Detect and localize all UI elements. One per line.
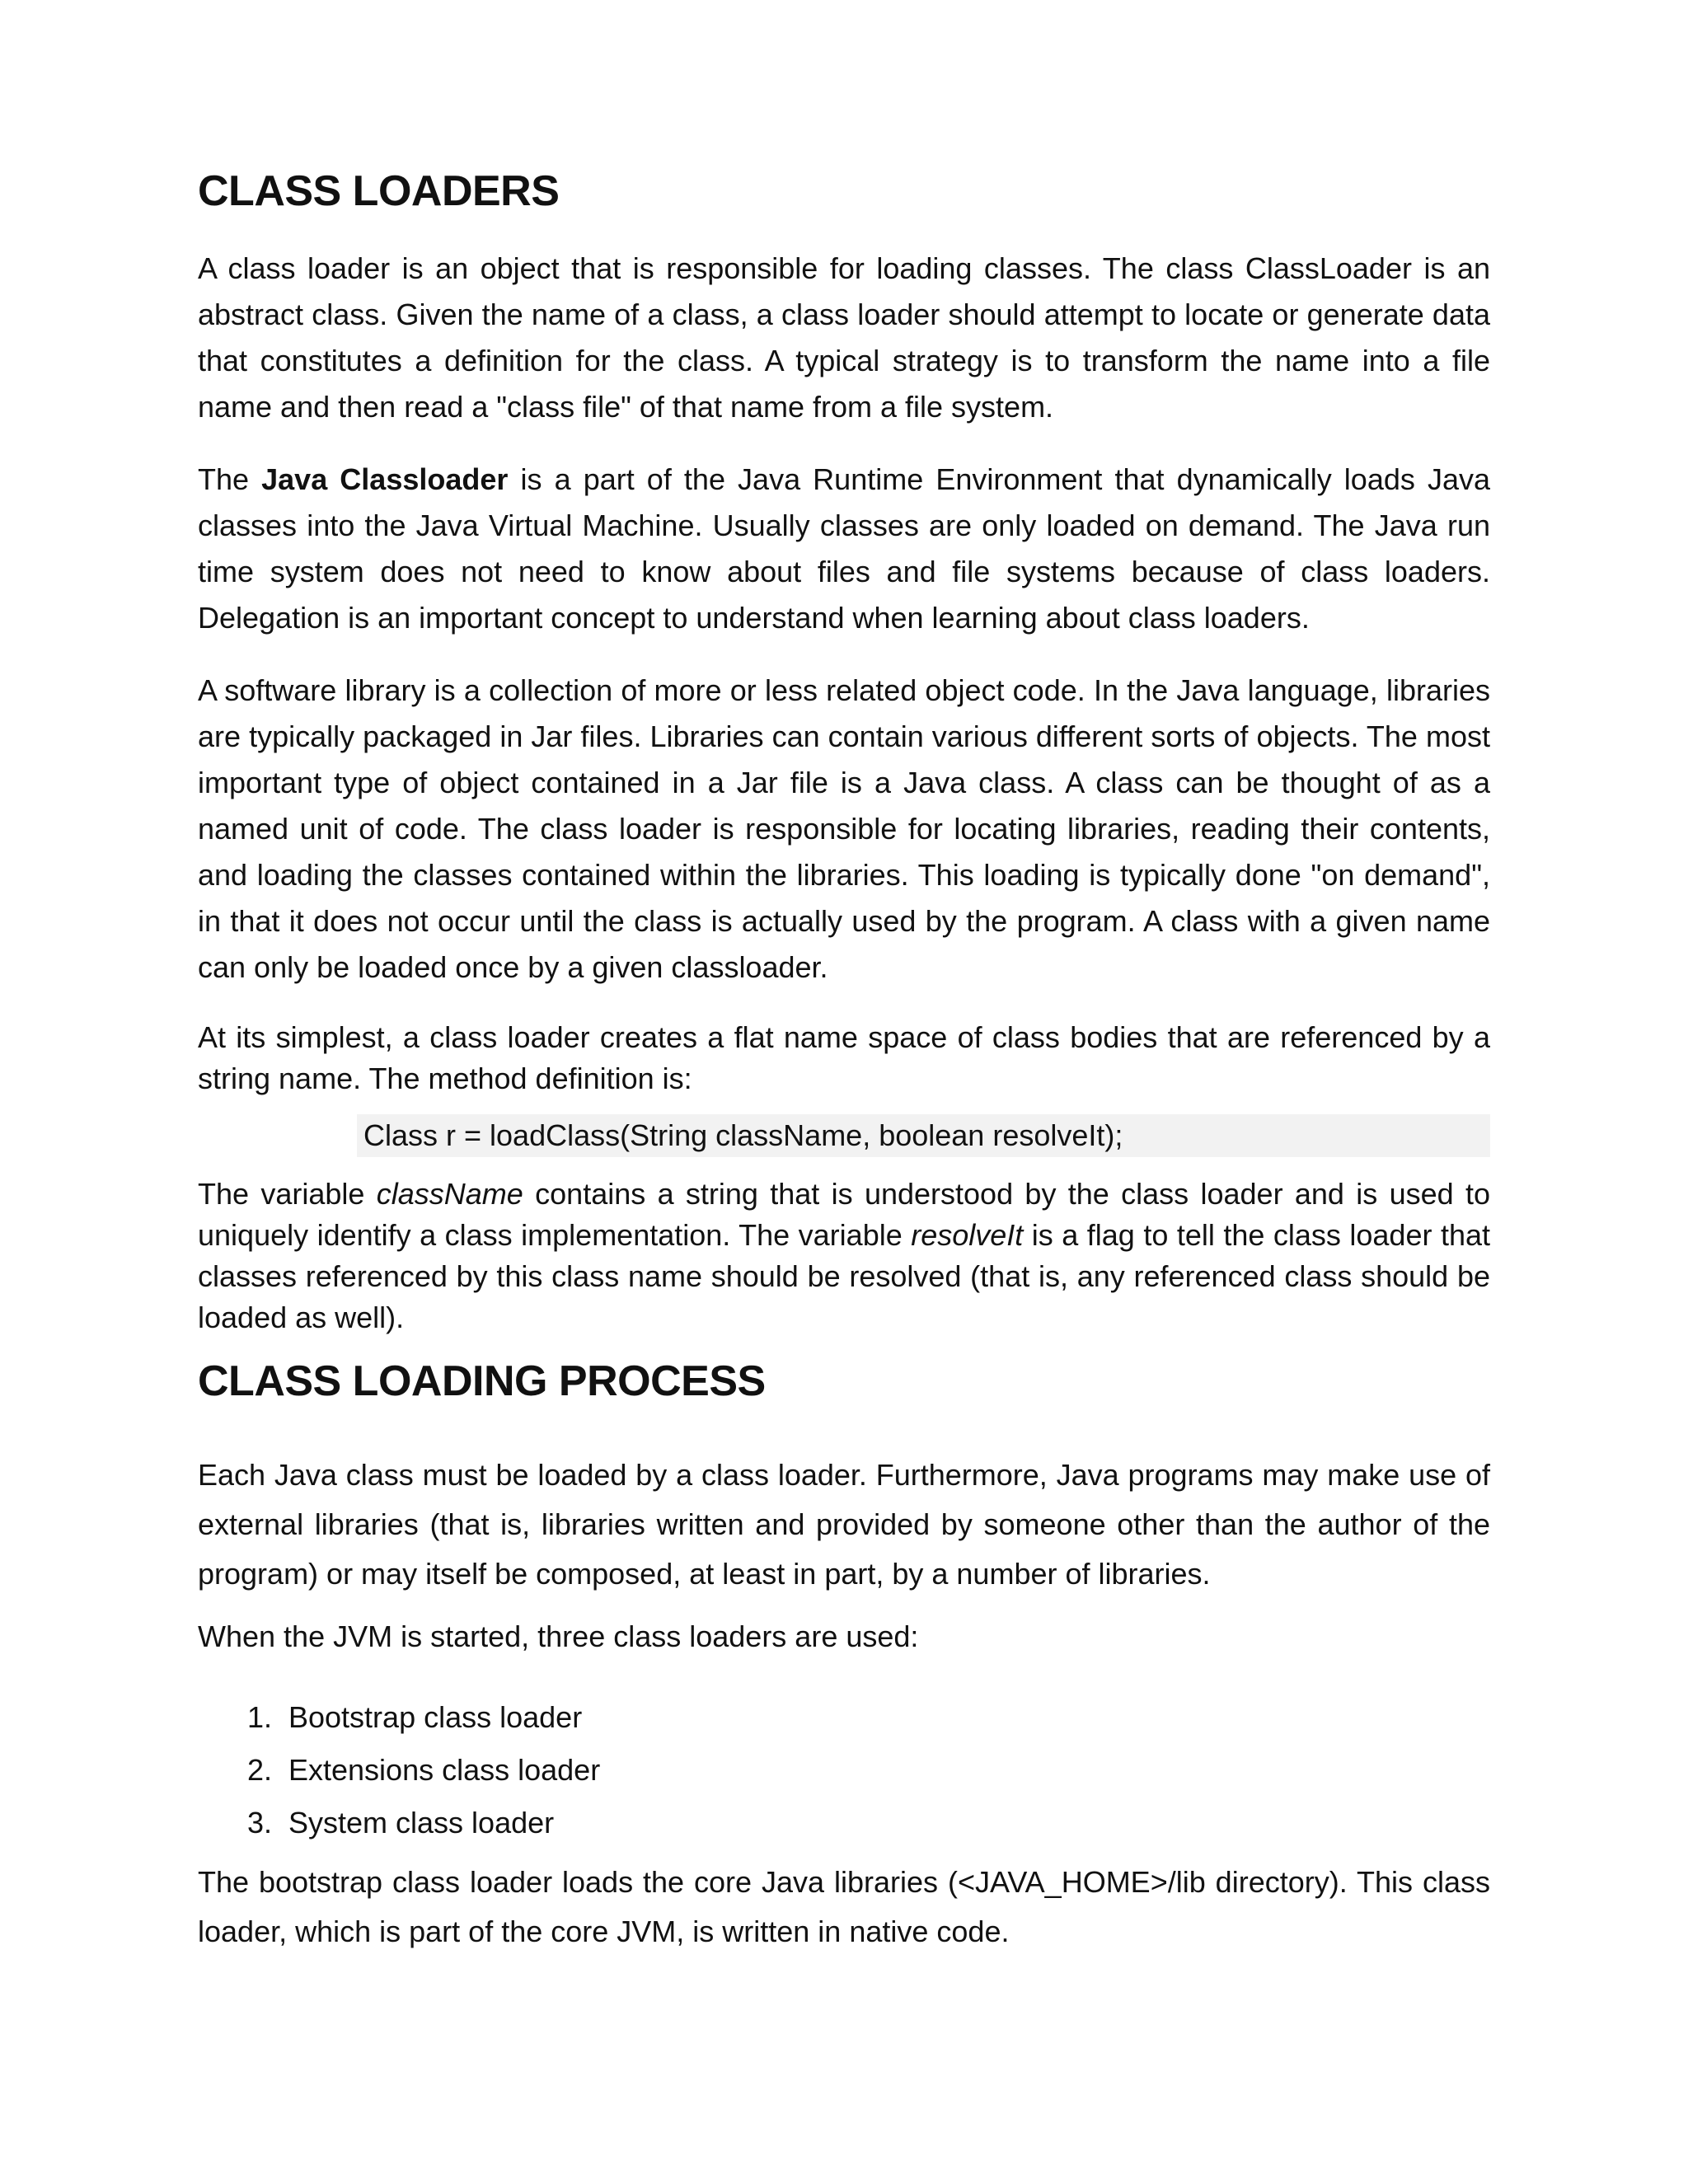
text-run: The bbox=[198, 462, 262, 496]
section-heading-class-loading-process: CLASS LOADING PROCESS bbox=[198, 1357, 766, 1405]
bold-term-java-classloader: Java Classloader bbox=[261, 462, 509, 496]
paragraph-variables-explanation bbox=[198, 1174, 1490, 1338]
section-heading-class-loaders: CLASS LOADERS bbox=[198, 167, 560, 215]
italic-term-resolveit: resolveIt bbox=[911, 1218, 1024, 1252]
italic-term-classname: className bbox=[376, 1177, 523, 1211]
list-item-number: 2. bbox=[246, 1753, 272, 1787]
list-item-number: 3. bbox=[246, 1806, 272, 1840]
class-loader-list bbox=[198, 1691, 1490, 1849]
paragraph-class-loader-definition: A class loader is an object that is responsible for loading classes. The class ClassLoader is an abstract class. Given the name of a class, a class loader should attempt to locate or generate data that constitutes a definition for the class. A typical strategy is to transform the name into a file name and then read a "class file" of that name from a file system. bbox=[198, 251, 1490, 424]
paragraph-class-loading-intro: Each Java class must be loaded by a class loader. Furthermore, Java programs may make use of external libraries (that is, libraries written and provided by someone other than the author of the program) or may itself be composed, at least in part, by a number of libraries. bbox=[198, 1458, 1490, 1591]
text-run: contains a string that is understood by the class loader and is used to uniquely identify a class implementation. The variable bbox=[198, 1177, 1490, 1252]
text-run: is a part of the Java Runtime Environment that dynamically loads Java classes into the Java Virtual Machine. Usually classes are only loaded on demand. The Java run time system does not need to know about files and file systems because of class loaders. Delegation is an important concept to understand when learning about class loaders. bbox=[198, 462, 1490, 635]
list-item bbox=[198, 1744, 1490, 1797]
text-run: The variable bbox=[198, 1177, 377, 1211]
list-item-number: 1. bbox=[246, 1700, 272, 1734]
list-item bbox=[198, 1691, 1490, 1744]
list-item-label: Bootstrap class loader bbox=[288, 1700, 583, 1734]
code-snippet-loadclass: Class r = loadClass(String className, boolean resolveIt); bbox=[357, 1114, 1490, 1157]
paragraph-jvm-started: When the JVM is started, three class loaders are used: bbox=[198, 1619, 919, 1653]
paragraph-method-definition-intro: At its simplest, a class loader creates a flat name space of class bodies that are referenced by a string name. The method definition is: bbox=[198, 1020, 1490, 1095]
list-item-label: Extensions class loader bbox=[288, 1753, 601, 1787]
paragraph-bootstrap-loader: The bootstrap class loader loads the core Java libraries (<JAVA_HOME>/lib directory). This class loader, which is part of the core JVM, is written in native code. bbox=[198, 1865, 1490, 1948]
document-content bbox=[198, 165, 1490, 1957]
list-item bbox=[198, 1797, 1490, 1849]
list-item-label: System class loader bbox=[288, 1806, 555, 1840]
paragraph-software-library: A software library is a collection of more or less related object code. In the Java language, libraries are typically packaged in Jar files. Libraries can contain various different sorts of objects. The most important type of object contained in a Jar file is a Java class. A class can be thought of as a named unit of code. The class loader is responsible for locating libraries, reading their contents, and loading the classes contained within the libraries. This loading is typically done "on demand", in that it does not occur until the class is actually used by the program. A class with a given name can only be loaded once by a given classloader. bbox=[198, 673, 1490, 984]
text-run: is a flag to tell the class loader that classes referenced by this class name should be resolved (that is, any referenced class should be loaded as well). bbox=[198, 1218, 1490, 1334]
paragraph-java-classloader bbox=[198, 457, 1490, 641]
